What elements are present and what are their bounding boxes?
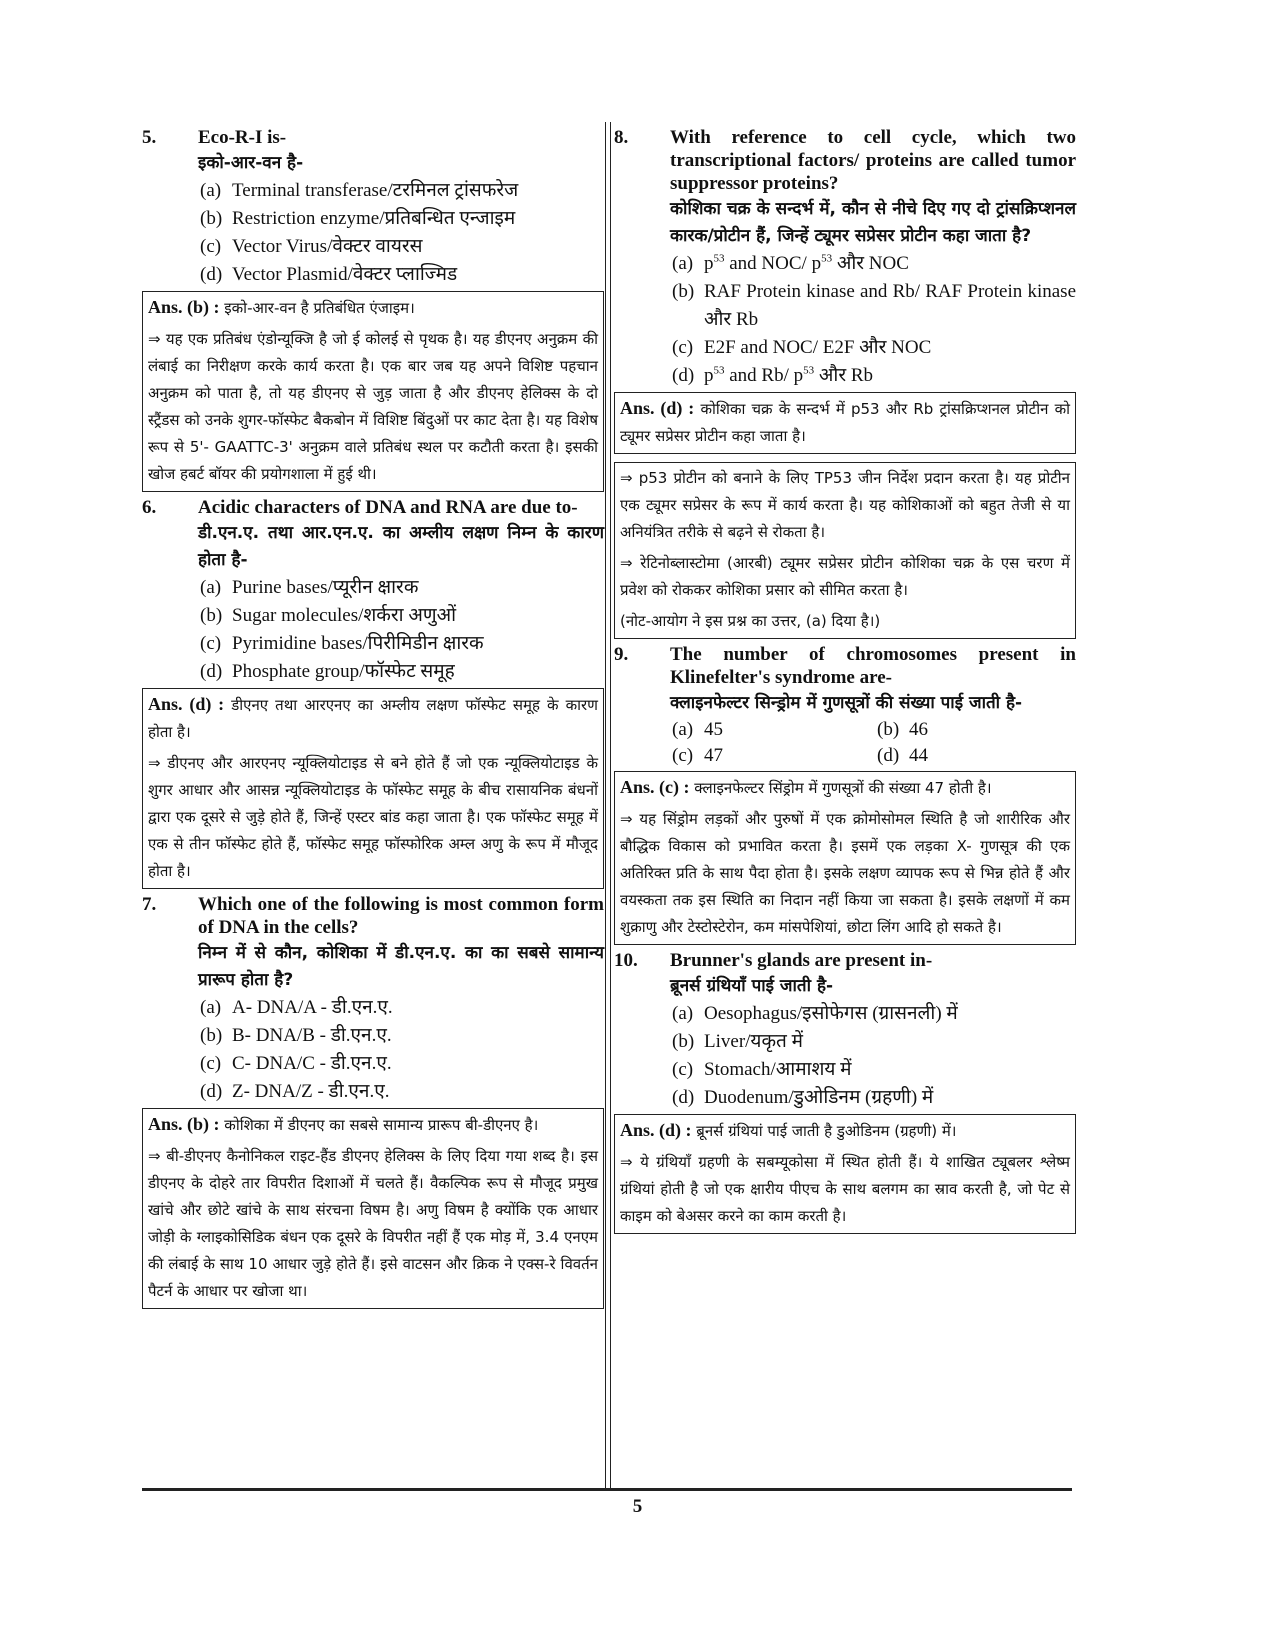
question-9 (614, 643, 1076, 717)
option-b (672, 278, 1076, 334)
option-label: (a) (672, 719, 694, 740)
footer-rule (142, 1488, 1072, 1491)
option-label: (b) (672, 1031, 695, 1052)
answer-lead: Ans. (b) : (148, 297, 220, 317)
explanation-text: यह एक प्रतिबंध एंडोन्यूक्जि है जो ई कोलई से पृथक है। यह डीएनए अनुक्रम की लंबाई का निरीक्षण करके कार्य करता है। एक बार जब यह अपने विशिष्ट पहचान अनुक्रम को पाता है, तो यह डीएनए से जुड़ जाता है और डीएनए हेलिक्स के दो स्ट्रैंडस को उनके शुगर-फॉस्फेट बैकबोन में विशिष्ट बिंदुओं पर काट देता है। यह विशेष रूप से 5'- GAATTC-3' अनुक्रम वाले प्रतिबंध स्थल पर कटौती करता है। इसकी खोज हबर्ट बॉयर की प्रयोगशाला में हुई थी। (148, 330, 598, 483)
option-a (672, 717, 877, 743)
question-text-hi: डी.एन.ए. तथा आर.एन.ए. का अम्लीय लक्षण निम्न के कारण होता है- (198, 523, 604, 570)
option-text: Stomach/आमाशय में (704, 1059, 852, 1080)
option-label: (a) (200, 577, 222, 598)
question-5 (142, 126, 604, 177)
option-label: (a) (200, 997, 222, 1018)
answer-text: इको-आर-वन है प्रतिबंधित एंजाइम। (224, 299, 415, 317)
option-label: (c) (200, 633, 222, 654)
option-label: (b) (877, 719, 900, 740)
option-label: (c) (672, 1059, 694, 1080)
question-text-hi: कोशिका चक्र के सन्दर्भ में, कौन से नीचे दिए गए दो ट्रांसक्रिप्शनल कारक/प्रोटीन हैं, जिन्हें ट्यूमर सप्रेसर प्रोटीन कहा जाता है? (670, 199, 1076, 246)
option-label: (a) (672, 253, 694, 274)
option-d (672, 362, 1076, 390)
option-text: Sugar molecules/शर्करा अणुओं (232, 605, 457, 626)
question-text-hi: इको-आर-वन है- (198, 153, 304, 173)
answer-box (614, 1114, 1076, 1234)
option-text: E2F and NOC/ E2F और NOC (704, 337, 932, 358)
option-text: 47 (704, 745, 723, 766)
question-text-en: Acidic characters of DNA and RNA are due to- (198, 497, 578, 518)
answer-lead: Ans. (b) : (148, 1114, 220, 1134)
option-c (672, 1056, 1076, 1084)
option-text: Vector Plasmid/वेक्टर प्लाज्मिड (232, 264, 458, 285)
answer-box (614, 392, 1076, 454)
option-label: (d) (877, 745, 900, 766)
answer-lead: Ans. (d) : (620, 1120, 692, 1140)
option-label: (b) (200, 1025, 223, 1046)
options-list (672, 1000, 1076, 1112)
answer-box (614, 771, 1076, 945)
question-text-hi: ब्रूनर्स ग्रंथियाँ पाई जाती है- (670, 976, 834, 996)
answer-text: क्लाइनफेल्टर सिंड्रोम में गुणसूत्रों की संख्या 47 होती है। (694, 779, 992, 797)
option-b (200, 205, 604, 233)
arrow-icon: ⇒ (620, 1153, 633, 1171)
option-b (200, 1022, 604, 1050)
option-d (200, 658, 604, 686)
option-text: Phosphate group/फॉस्फेट समूह (232, 661, 455, 682)
option-c (200, 1050, 604, 1078)
option-label: (c) (200, 1053, 222, 1074)
answer-lead: Ans. (d) : (148, 694, 225, 714)
option-text: Terminal transferase/टरमिनल ट्रांसफरेज (232, 180, 519, 201)
answer-box (142, 291, 604, 492)
option-label: (d) (672, 365, 695, 386)
options-list (200, 994, 604, 1106)
option-a (200, 574, 604, 602)
option-text: Liver/यकृत में (704, 1031, 803, 1052)
question-text-en: With reference to cell cycle, which two transcriptional factors/ proteins are called tumor suppressor proteins? (670, 127, 1076, 194)
column-divider (605, 122, 611, 1488)
explanation-text: p53 प्रोटीन को बनाने के लिए TP53 जीन निर्देश प्रदान करता है। यह प्रोटीन एक ट्यूमर सप्रेसर के रूप में कार्य करता है। यह कोशिकाओं को बहुत तेजी से या अनियंत्रित तरीके से बढ़ने से रोकता है। (620, 469, 1070, 541)
answer-lead: Ans. (c) : (620, 777, 690, 797)
note-text: (नोट-आयोग ने इस प्रश्न का उत्तर, (a) दिया है।) (620, 612, 881, 630)
question-text-en: Eco-R-I is- (198, 127, 287, 148)
explanation-text: ये ग्रंथियाँ ग्रहणी के सबम्यूकोसा में स्थित होती हैं। ये शाखित ट्यूबलर श्लेष्म ग्रंथियां होती है जो एक क्षारीय पीएच के साथ बलगम का स्राव करती है, जो पेट से काइम को बेअसर करने का काम करती है। (620, 1153, 1070, 1225)
option-text: Restriction enzyme/प्रतिबन्धित एन्जाइम (232, 208, 516, 229)
option-d (672, 1084, 1076, 1112)
explanation-text: रेटिनोब्लास्टोमा (आरबी) ट्यूमर सप्रेसर प्रोटीन कोशिका चक्र के एस चरण में प्रवेश को रोककर कोशिका प्रसार को सीमित करता है। (620, 554, 1070, 599)
option-c (200, 233, 604, 261)
left-column (142, 122, 604, 1313)
question-number: 6. (142, 497, 157, 518)
option-d (877, 743, 1077, 769)
option-label: (c) (672, 337, 694, 358)
explanation-text: यह सिंड्रोम लड़कों और पुरुषों में एक क्रोमोसोमल स्थिति है जो शारीरिक और बौद्धिक विकास को प्रभावित करता है। इसमें एक लड़का X- गुणसूत्र की एक अतिरिक्त प्रति के साथ पैदा होता है। इसके लक्षण व्यापक रूप से भिन्न होते हैं और वयस्कता तक इस स्थिति का निदान नहीं किया जा सकता है। इसके लक्षणों में कम शुक्राणु और टेस्टोस्टेरोन, कम मांसपेशियां, छोटा लिंग आदि हो सकते है। (620, 810, 1070, 936)
option-text: RAF Protein kinase and Rb/ RAF Protein kinase और Rb (704, 281, 1076, 330)
page-number: 5 (632, 1496, 643, 1517)
option-text: Pyrimidine bases/पिरीमिडीन क्षारक (232, 633, 484, 654)
option-label: (b) (200, 208, 223, 229)
option-text: B- DNA/B - डी.एन.ए. (232, 1025, 392, 1046)
question-8 (614, 126, 1076, 250)
question-number: 7. (142, 894, 157, 915)
option-a (200, 994, 604, 1022)
option-label: (d) (672, 1087, 695, 1108)
question-number: 10. (614, 950, 638, 971)
answer-box (142, 688, 604, 889)
option-b (877, 717, 1077, 743)
option-text: Oesophagus/इसोफेगस (ग्रासनली) में (704, 1003, 958, 1024)
question-text-en: Brunner's glands are present in- (670, 950, 933, 971)
option-label: (c) (672, 745, 694, 766)
answer-lead: Ans. (d) : (620, 398, 695, 418)
options-list (200, 177, 604, 289)
option-b (200, 602, 604, 630)
question-number: 8. (614, 127, 629, 148)
question-page (142, 122, 1076, 1522)
question-text-en: The number of chromosomes present in Klinefelter's syndrome are- (670, 644, 1076, 688)
option-label: (d) (200, 661, 223, 682)
question-number: 9. (614, 644, 629, 665)
option-label: (d) (200, 1081, 223, 1102)
arrow-icon: ⇒ (148, 754, 161, 772)
answer-text: ब्रूनर्स ग्रंथियां पाई जाती है डुओडिनम (ग्रहणी) में। (696, 1122, 957, 1140)
answer-box (142, 1108, 604, 1309)
options-list (672, 250, 1076, 390)
option-text: $p^{53}$ and Rb/ $p^{53}$ और Rb (704, 364, 874, 386)
arrow-icon: ⇒ (148, 330, 161, 348)
explanation-box (614, 462, 1076, 639)
option-a (200, 177, 604, 205)
option-d (200, 261, 604, 289)
explanation-text: बी-डीएनए कैनोनिकल राइट-हैंड डीएनए हेलिक्स के लिए दिया गया शब्द है। इस डीएनए के दोहरे तार विपरीत दिशाओं में चलते हैं। वैकल्पिक रूप से मौजूद प्रमुख खांचे और छोटे खांचे के साथ संरचना विषम है। अणु विषम है क्योंकि एक आधार जोड़ी के ग्लाइकोसिडिक बंधन एक दूसरे के विपरीत नहीं हैं एक मोड़ में, 3.4 एनएम की लंबाई के साथ 10 आधार जुड़े होते हैं। इसे वाटसन और क्रिक ने एक्स-रे विवर्तन पैटर्न के आधार पर खोजा था। (148, 1147, 598, 1300)
option-b (672, 1028, 1076, 1056)
option-label: (d) (200, 264, 223, 285)
option-text: A- DNA/A - डी.एन.ए. (232, 997, 393, 1018)
option-text: 45 (704, 719, 723, 740)
option-d (200, 1078, 604, 1106)
option-a (672, 1000, 1076, 1028)
options-grid (672, 717, 1076, 769)
question-text-hi: निम्न में से कौन, कोशिका में डी.एन.ए. का का सबसे सामान्य प्रारूप होता है? (198, 943, 604, 990)
option-text: Purine bases/प्यूरीन क्षारक (232, 577, 419, 598)
options-list (200, 574, 604, 686)
option-text: 44 (909, 745, 928, 766)
option-label: (b) (672, 281, 695, 302)
option-text: Duodenum/डुओडिनम (ग्रहणी) में (704, 1087, 934, 1108)
option-c (200, 630, 604, 658)
option-a (672, 250, 1076, 278)
answer-text: कोशिका चक्र के सन्दर्भ में p53 और Rb ट्रांसक्रिप्शनल प्रोटीन को ट्यूमर सप्रेसर प्रोटीन कहा जाता है। (620, 400, 1070, 445)
arrow-icon: ⇒ (148, 1147, 161, 1165)
arrow-icon: ⇒ (620, 554, 633, 572)
answer-text: कोशिका में डीएनए का सबसे सामान्य प्रारूप बी-डीएनए है। (224, 1116, 539, 1134)
option-text: C- DNA/C - डी.एन.ए. (232, 1053, 392, 1074)
option-text: $p^{53}$ and NOC/ $p^{53}$ और NOC (704, 252, 909, 274)
question-number: 5. (142, 127, 157, 148)
option-label: (c) (200, 236, 222, 257)
option-text: Vector Virus/वेक्टर वायरस (232, 236, 423, 257)
option-label: (a) (672, 1003, 694, 1024)
option-label: (a) (200, 180, 222, 201)
question-10 (614, 949, 1076, 1000)
question-6 (142, 496, 604, 574)
arrow-icon: ⇒ (620, 469, 633, 487)
option-text: 46 (909, 719, 928, 740)
question-text-en: Which one of the following is most common form of DNA in the cells? (198, 894, 604, 938)
question-text-hi: क्लाइनफेल्टर सिन्ड्रोम में गुणसूत्रों की संख्या पाई जाती है- (670, 693, 1023, 713)
question-7 (142, 893, 604, 994)
arrow-icon: ⇒ (620, 810, 633, 828)
option-c (672, 334, 1076, 362)
option-label: (b) (200, 605, 223, 626)
option-c (672, 743, 877, 769)
answer-text: डीएनए तथा आरएनए का अम्लीय लक्षण फॉस्फेट समूह के कारण होता है। (148, 696, 598, 741)
right-column (614, 122, 1076, 1238)
explanation-text: डीएनए और आरएनए न्यूक्लियोटाइड से बने होते हैं जो एक न्यूक्लियोटाइड के शुगर आधार और आसन्न न्यूक्लियोटाइड के फॉस्फेट समूह के बीच रासायनिक बंधनों द्वारा एक दूसरे से जुड़े होते हैं, जिन्हें एस्टर बांड कहा जाता है। एक फॉस्फेट समूह में एक से तीन फॉस्फेट होते हैं, फॉस्फेट समूह फॉस्फोरिक अम्ल अणु के रूप में मौजूद होता है। (148, 754, 598, 880)
option-text: Z- DNA/Z - डी.एन.ए. (232, 1081, 390, 1102)
